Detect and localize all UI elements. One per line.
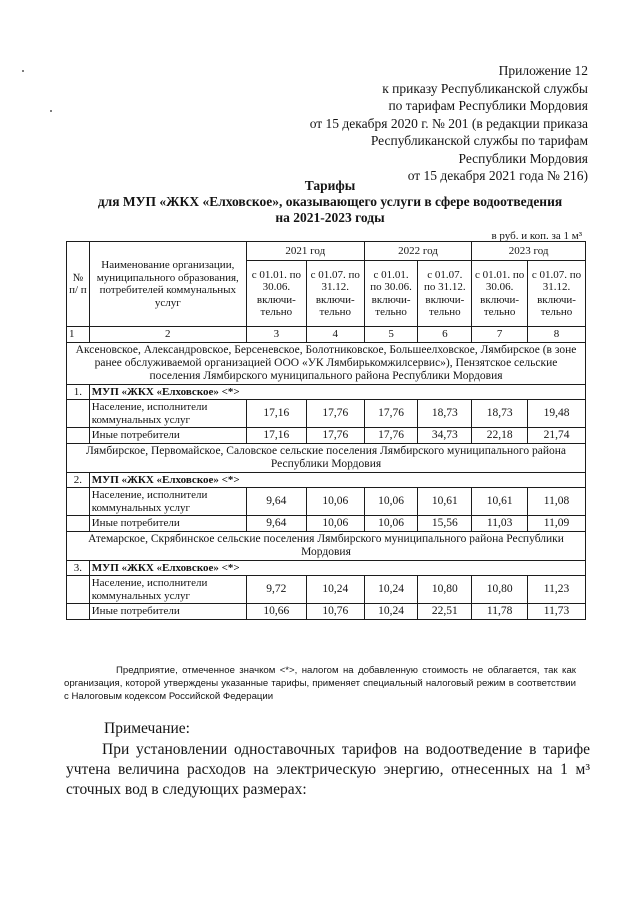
tariff-value: 10,06 [364,516,418,532]
header-line: от 15 декабря 2021 года № 216) [407,168,588,183]
column-number: 3 [246,327,306,343]
year-header: 2022 год [364,242,472,261]
consumer-category: Население, исполнители коммунальных услуг [89,576,246,604]
tariff-table [66,241,586,620]
tariff-value: 9,64 [246,516,306,532]
table-row [67,400,586,428]
col-num-header: № п/ п [67,242,90,327]
tariff-value: 11,78 [472,604,528,620]
units-label: в руб. и коп. за 1 м³ [491,230,582,242]
tariff-value: 11,09 [528,516,586,532]
column-number: 6 [418,327,472,343]
note-text: При установлении одноставочных тарифов на водоотведение в тарифе учтена величина расходов на электрическую энергию, отнесенных на 1 м³ сточных вод в следующих размерах: [66,741,590,798]
header-line: Республики Мордовия [458,150,588,166]
table-row [67,488,586,516]
tariff-value: 10,61 [472,488,528,516]
tariff-value: 10,24 [306,576,364,604]
tariff-value: 9,64 [246,488,306,516]
org-name: МУП «ЖКХ «Елховское» <*> [89,560,585,576]
tariff-value: 9,72 [246,576,306,604]
title-line-1: Тарифы [304,178,356,193]
year-header: 2021 год [246,242,364,261]
tariff-value: 10,06 [364,488,418,516]
table-row [67,576,586,604]
tariff-value: 10,24 [364,576,418,604]
column-number: 2 [89,327,246,343]
consumer-category: Иные потребители [89,428,246,444]
consumer-category: Население, исполнители коммунальных услуг [89,488,246,516]
column-numbers-row [67,327,586,343]
column-number: 5 [364,327,418,343]
tariff-value: 10,24 [364,604,418,620]
header-line: по тарифам Республики Мордовия [388,98,588,113]
period-header: с 01.01. по 30.06. включи-тельно [472,261,528,327]
tariff-value: 10,80 [418,576,472,604]
tariff-value: 17,16 [246,400,306,428]
group-caption: Атемарское, Скрябинское сельские поселения Лямбирского муниципального района Республики Мордовия [67,531,586,560]
org-row [67,472,586,488]
title-line-3: на 2021-2023 годы [275,210,385,225]
group-caption: Аксеновское, Александровское, Берсеневское, Болотниковское, Большеелховское, Лямбирское (в зоне ранее обслуживаемой организацией ООО «УК Лямбирькомжилсервис»), Пензятское сельские поселения Лямбирского муниципального района Республики Мордовия [67,342,586,384]
tariff-value: 21,74 [528,428,586,444]
tariff-value: 34,73 [418,428,472,444]
header-row-years [67,242,586,261]
consumer-category: Иные потребители [89,516,246,532]
vat-footnote [64,664,576,703]
tariff-value: 19,48 [528,400,586,428]
tariff-value: 10,61 [418,488,472,516]
header-line: к приказу Республиканской службы [382,80,588,96]
tariff-value: 22,18 [472,428,528,444]
group-caption-row [67,342,586,384]
tariff-value: 10,06 [306,516,364,532]
tariff-value: 10,76 [306,604,364,620]
consumer-category: Иные потребители [89,604,246,620]
tariff-value: 11,08 [528,488,586,516]
tariff-value: 10,80 [472,576,528,604]
row-number: 1. [67,384,90,400]
consumer-category: Население, исполнители коммунальных услуг [89,400,246,428]
group-caption: Лямбирское, Первомайское, Саловское сельские поселения Лямбирского муниципального района Республики Мордовия [67,443,586,472]
tariff-value: 17,76 [364,428,418,444]
document-title [60,178,600,226]
period-header: с 01.07. по 31.12. включи-тельно [418,261,472,327]
period-header: с 01.01. по 30.06. включи-тельно [246,261,306,327]
footnote-text: Предприятие, отмеченное значком <*>, налогом на добавленную стоимость не облагается, так как организация, которой утверждены указанные тарифы, применяет специальный налоговый режим в соответствии с Налоговым кодексом Российской Федерации [64,665,576,702]
group-caption-row [67,443,586,472]
org-row [67,384,586,400]
tariff-value: 11,23 [528,576,586,604]
period-header: с 01.07. по 31.12. включи-тельно [306,261,364,327]
table-row [67,428,586,444]
tariff-value: 18,73 [472,400,528,428]
row-number: 3. [67,560,90,576]
tariff-value: 15,56 [418,516,472,532]
row-number: 2. [67,472,90,488]
note-title: Примечание: [104,720,190,737]
group-caption-row [67,531,586,560]
org-name: МУП «ЖКХ «Елховское» <*> [89,384,585,400]
tariff-value: 17,76 [306,400,364,428]
tariff-value: 11,73 [528,604,586,620]
col-name-header: Наименование организации, муниципального образования, потребителей коммунальных услуг [89,242,246,327]
tariff-value: 17,76 [306,428,364,444]
note-paragraph [66,740,590,800]
column-number: 1 [67,327,90,343]
tariff-value: 11,03 [472,516,528,532]
table-row [67,604,586,620]
tariff-value: 18,73 [418,400,472,428]
tariff-value: 10,66 [246,604,306,620]
period-header: с 01.01. по 30.06. включи-тельно [364,261,418,327]
appendix-header [248,62,588,185]
tariff-value: 10,06 [306,488,364,516]
header-line: Республиканской службы по тарифам [370,133,588,148]
column-number: 4 [306,327,364,343]
tariff-value: 22,51 [418,604,472,620]
column-number: 7 [472,327,528,343]
tariff-value: 17,16 [246,428,306,444]
table-row [67,516,586,532]
period-header: с 01.07. по 31.12. включи-тельно [528,261,586,327]
header-line: Приложение 12 [498,63,588,78]
header-line: от 15 декабря 2020 г. № 201 (в редакции приказа [309,115,588,131]
org-row [67,560,586,576]
column-number: 8 [528,327,586,343]
year-header: 2023 год [472,242,586,261]
title-line-2: для МУП «ЖКХ «Елховское», оказывающего услуги в сфере водоотведения [97,194,563,209]
tariff-value: 17,76 [364,400,418,428]
org-name: МУП «ЖКХ «Елховское» <*> [89,472,585,488]
